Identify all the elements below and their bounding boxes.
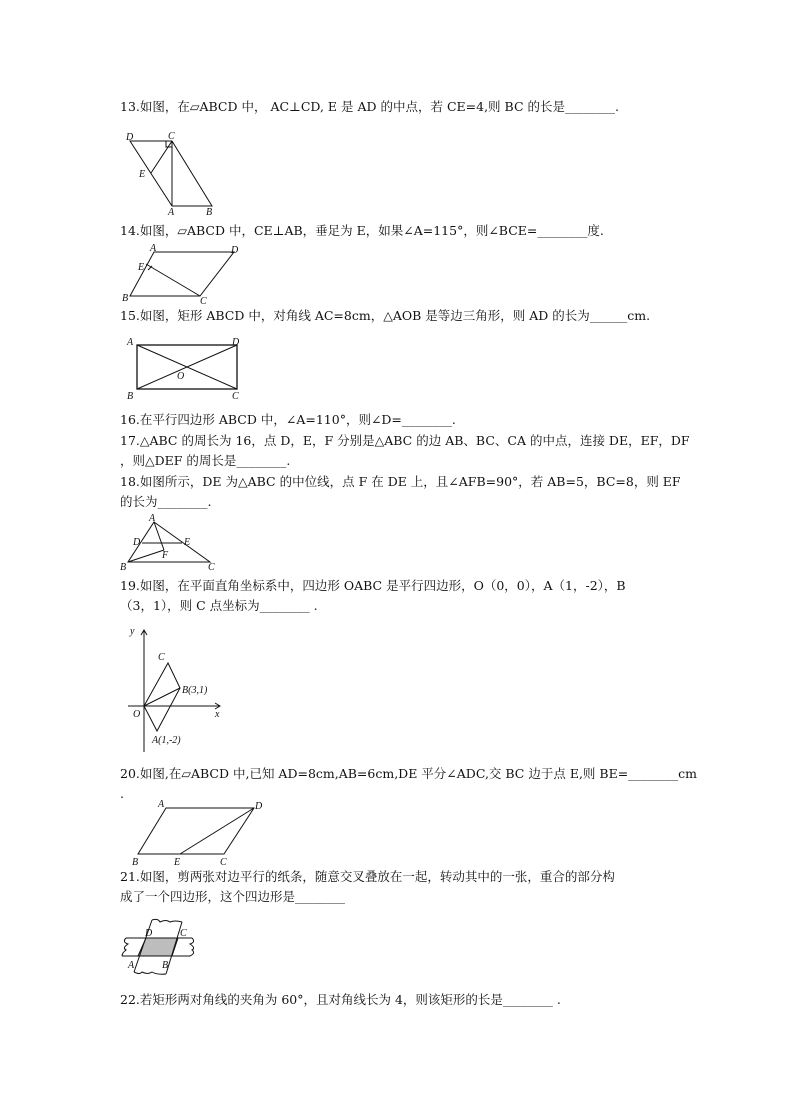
label-D: D <box>145 928 153 939</box>
label-B: B <box>132 857 139 868</box>
question-21-line-1: 21.如图，剪两张对边平行的纸条，随意交叉叠放在一起，转动其中的一张，重合的部分构 <box>120 869 615 884</box>
label-O: O <box>177 371 185 382</box>
label-E: E <box>139 169 146 180</box>
label-A: A <box>158 799 165 810</box>
question-16 <box>120 410 456 430</box>
label-C: C <box>208 562 215 572</box>
label-A: A <box>128 960 135 971</box>
question-15-line-1: 15.如图，矩形 ABCD 中，对角线 AC=8cm，△AOB 是等边三角形，则 AD 的长为______cm. <box>120 308 651 323</box>
label-D: D <box>231 245 239 256</box>
question-14-line-1: 14.如图，▱ABCD 中，CE⊥AB，垂足为 E，如果∠A=115°，则∠BCE=________度. <box>120 223 604 238</box>
label-C: C <box>220 857 227 868</box>
label-A: A <box>168 207 175 216</box>
question-14 <box>120 221 604 241</box>
question-19 <box>120 576 626 616</box>
label-B: B <box>206 207 213 216</box>
label-B: B <box>120 562 127 572</box>
label-A: A <box>149 513 156 524</box>
label-A-coord: A(1,-2) <box>152 735 181 746</box>
figure-20 <box>124 798 274 872</box>
figure-18 <box>118 512 228 576</box>
figure-13 <box>118 128 228 220</box>
question-13-line-1: 13.如图，在▱ABCD 中， AC⊥CD, E 是 AD 的中点，若 CE=4,则 BC 的长是________. <box>120 99 619 114</box>
question-19-line-1: 19.如图，在平面直角坐标系中，四边形 OABC 是平行四边形，O（0，0），A（1，-2），B <box>120 578 626 593</box>
question-21-line-2: 成了一个四边形，这个四边形是________ <box>120 889 346 904</box>
label-D: D <box>255 801 263 812</box>
label-E: E <box>174 857 181 868</box>
label-D: D <box>232 337 240 348</box>
label-C: C <box>232 391 239 401</box>
question-21 <box>120 867 615 907</box>
label-O: O <box>133 709 141 720</box>
label-C: C <box>180 928 187 939</box>
question-20-line-1: 20.如图,在▱ABCD 中,已知 AD=8cm,AB=6cm,DE 平分∠ADC,交 BC 边于点 E,则 BE=________cm <box>120 766 698 781</box>
question-19-line-2: （3，1），则 C 点坐标为________ . <box>120 598 318 613</box>
label-y: y <box>130 626 135 637</box>
label-E: E <box>138 262 145 273</box>
question-18 <box>120 472 681 512</box>
label-x: x <box>215 709 220 720</box>
label-A: A <box>150 243 157 254</box>
question-17-line-1: 17.△ABC 的周长为 16，点 D，E，F 分别是△ABC 的边 AB、BC、CA 的中点，连接 DE，EF，DF <box>120 433 690 448</box>
label-B: B <box>127 391 134 401</box>
question-17-line-2: ，则△DEF 的周长是________. <box>120 453 291 468</box>
label-D: D <box>126 132 134 143</box>
question-15 <box>120 306 650 326</box>
question-13 <box>120 97 619 117</box>
label-C: C <box>200 296 207 306</box>
question-16-line-1: 16.在平行四边形 ABCD 中，∠A=110°，则∠D=________. <box>120 412 456 427</box>
label-C: C <box>158 652 165 663</box>
label-F: F <box>162 550 169 561</box>
figure-19 <box>124 620 234 760</box>
figure-21 <box>118 916 202 982</box>
figure-14 <box>118 242 248 310</box>
label-D: D <box>133 537 141 548</box>
question-18-line-2: 的长为________. <box>120 494 212 509</box>
question-17 <box>120 431 690 471</box>
label-B: B <box>162 960 169 971</box>
label-B-coord: B(3,1) <box>182 685 208 696</box>
question-22 <box>120 990 561 1010</box>
label-B: B <box>122 293 129 304</box>
label-A: A <box>127 337 134 348</box>
figure-15 <box>124 333 248 405</box>
question-22-line-1: 22.若矩形两对角线的夹角为 60°，且对角线长为 4，则该矩形的长是________ . <box>120 992 561 1007</box>
label-E: E <box>184 537 191 548</box>
label-C: C <box>168 131 175 142</box>
question-18-line-1: 18.如图所示，DE 为△ABC 的中位线，点 F 在 DE 上，且∠AFB=90°，若 AB=5，BC=8，则 EF <box>120 474 681 489</box>
question-20-line-2: . <box>120 786 124 801</box>
